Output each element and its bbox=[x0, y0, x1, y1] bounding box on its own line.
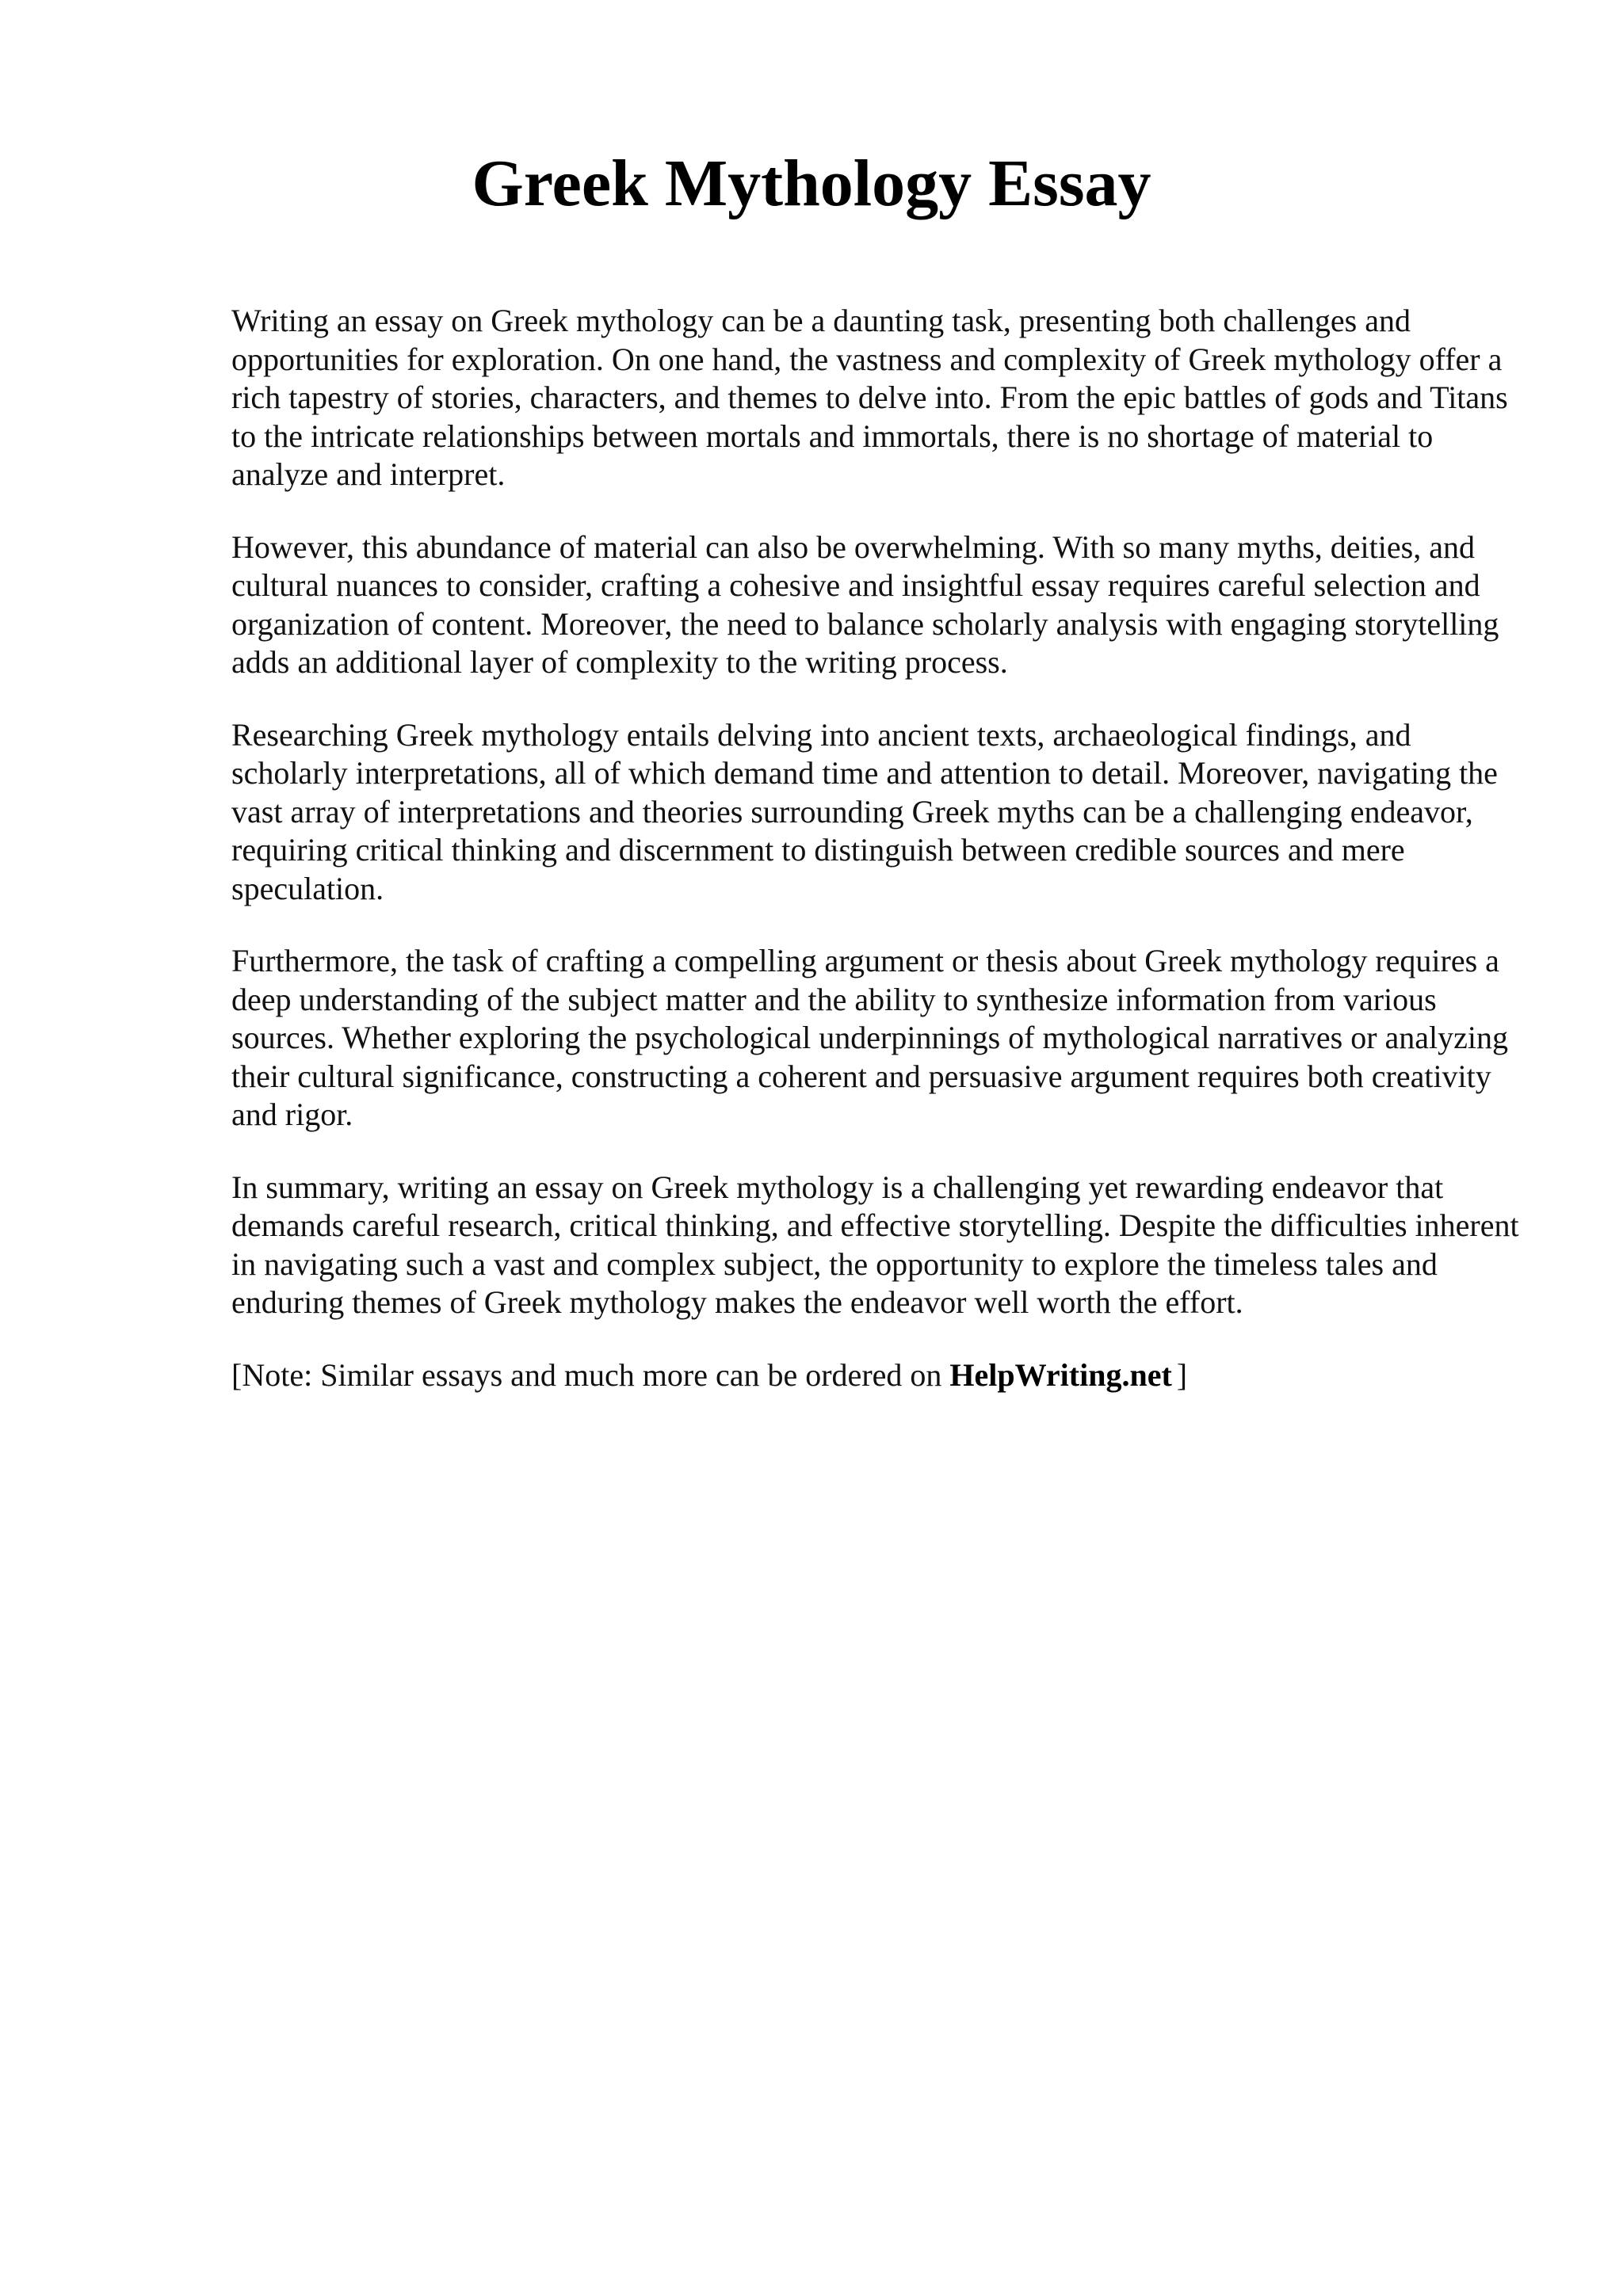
essay-body bbox=[231, 302, 1523, 1394]
brand-link[interactable]: HelpWriting.net bbox=[949, 1356, 1172, 1393]
paragraph-1: Writing an essay on Greek mythology can be a daunting task, presenting both challenges and opportunities for exploration. On one hand, the vastness and complexity of Greek mythology offer a rich tapestry of stories, characters, and themes to delve into. From the epic battles of gods and Titans to the intricate relationships between mortals and immortals, there is no shortage of material to analyze and interpret. bbox=[231, 303, 1508, 492]
paragraph-5: In summary, writing an essay on Greek mythology is a challenging yet rewarding endeavor that demands careful research, critical thinking, and effective storytelling. Despite the difficulties inherent in navigating such a vast and complex subject, the opportunity to explore the timeless tales and enduring themes of Greek mythology makes the endeavor well worth the effort. bbox=[231, 1169, 1519, 1320]
page-title: Greek Mythology Essay bbox=[472, 147, 1151, 220]
order-note-suffix: ] bbox=[1176, 1356, 1188, 1393]
order-note bbox=[231, 1356, 1523, 1395]
order-note-prefix: [Note: Similar essays and much more can be ordered on bbox=[231, 1356, 942, 1393]
paragraph-2: However, this abundance of material can also be overwhelming. With so many myths, deities, and cultural nuances to consider, crafting a cohesive and insightful essay requires careful selection and organization of content. Moreover, the need to balance scholarly analysis with engaging storytelling adds an additional layer of complexity to the writing process. bbox=[231, 528, 1499, 680]
paragraph-3: Researching Greek mythology entails delving into ancient texts, archaeological findings, and scholarly interpretations, all of which demand time and attention to detail. Moreover, navigating the vast array of interpretations and theories surrounding Greek myths can be a challenging endeavor, requiring critical thinking and discernment to distinguish between credible sources and mere speculation. bbox=[231, 716, 1498, 906]
paragraph-4: Furthermore, the task of crafting a compelling argument or thesis about Greek mythology requires a deep understanding of the subject matter and the ability to synthesize information from various sources. Whether exploring the psychological underpinnings of mythological narratives or analyzing their cultural significance, constructing a coherent and persuasive argument requires both creativity and rigor. bbox=[231, 943, 1509, 1132]
